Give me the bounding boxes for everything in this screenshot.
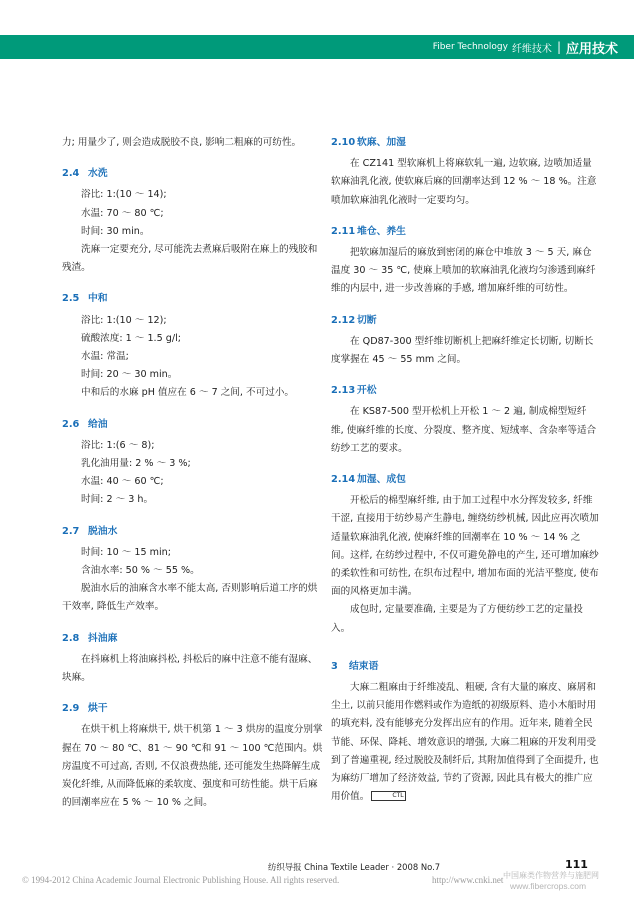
param-line: 水温: 40 ～ 60 ℃; (81, 476, 164, 488)
body-paragraph: 洗麻一定要充分, 尽可能洗去煮麻后吸附在麻上的残胶和残渣。 (62, 244, 318, 274)
body-paragraph: 开松后的棉型麻纤维, 由于加工过程中水分挥发较多, 纤维干涩, 直接用于纺纱易产生静电, 缠绕纺纱机械, 因此应再次喷加适量软麻油乳化液, 使麻纤维的回潮率在 10 % ～ 14 % 之间。这样, 在纺纱过程中, 不仅可避免静电的产生, 还可增加麻纱的柔软性和可纺性, 在织布过程中, 增加布面的光洁平整度, 使布面的风格更加丰满。 (331, 495, 599, 598)
param-line: 水温: 常温; (81, 351, 129, 363)
footer-journal: 纺织导报 China Textile Leader · 2008 No.7 (268, 862, 441, 872)
header-chinese: 纤维技术 (511, 43, 552, 55)
param-line: 浴比: 1:(10 ～ 14); (81, 189, 167, 201)
header-separator: | (556, 40, 561, 54)
continued-paragraph: 力; 用量少了, 则会造成脱胶不良, 影响二粗麻的可纺性。 (62, 137, 302, 148)
body-paragraph: 把软麻加湿后的麻放到密闭的麻仓中堆放 3 ～ 5 天, 麻仓温度 30 ～ 35 ℃, 使麻上喷加的软麻油乳化液均匀渗透到麻纤维的内层中, 进一步改善麻的手感, 增加麻纤维的可纺性。 (331, 247, 596, 295)
body-paragraph: 在烘干机上将麻烘干, 烘干机第 1 ～ 3 烘房的温度分别掌握在 70 ～ 80 ℃、81 ～ 90 ℃和 91 ～ 100 ℃范围内。烘房温度不可过高, 否则, 不仅浪费热能, 还可能发生热降解生成炭化纤维, 从而降低麻的柔软度、强度和可纺性能。烘干后麻的回潮率应在 5 % ～ 10 % 之间。 (62, 724, 323, 809)
copyright-notice: © 1994-2012 China Academic Journal Electronic Publishing House. All rights reserved. (22, 875, 340, 885)
end-mark-stamp: CTL (371, 791, 405, 801)
body-paragraph: 在 CZ141 型软麻机上将麻软轧一遍, 边软麻, 边喷加适量软麻油乳化液, 使软麻后麻的回潮率达到 12 % ～ 18 %。注意喷加软麻油乳化液时一定要均匀。 (331, 158, 597, 206)
right-column (331, 134, 599, 807)
header-english: Fiber Technology (432, 42, 508, 52)
section-heading-2-11: 2.11 堆仓、养生 (331, 225, 406, 237)
param-line: 时间: 2 ～ 3 h。 (81, 494, 154, 506)
param-line: 含油水率: 50 % ～ 55 %。 (81, 565, 200, 577)
section-heading-3: 3 结束语 (331, 660, 379, 672)
body-paragraph: 成包时, 定量要准确, 主要是为了方便纺纱工艺的定量投入。 (331, 604, 583, 634)
header-section: 应用技术 (565, 41, 618, 57)
watermark-url: www.fibercrops.com (510, 881, 587, 891)
section-heading-2-13: 2.13 开松 (331, 385, 377, 397)
param-line: 时间: 20 ～ 30 min。 (81, 369, 178, 381)
watermark-text: 中国麻类作物营养与施肥网 (503, 871, 599, 880)
section-heading-2-4: 2.4 水洗 (62, 168, 108, 180)
section-heading-2-14: 2.14 加湿、成包 (331, 474, 406, 486)
param-line: 水温: 70 ～ 80 ℃; (81, 207, 164, 219)
param-line: 时间: 30 min。 (81, 225, 150, 237)
section-heading-2-7: 2.7 脱油水 (62, 525, 118, 537)
param-line: 浴比: 1:(10 ～ 12); (81, 314, 167, 326)
param-line: 时间: 10 ～ 15 min; (81, 546, 171, 558)
body-paragraph: 在 KS87-500 型开松机上开松 1 ～ 2 遍, 制成棉型短纤维, 使麻纤维的长度、分裂度、整齐度、短绒率、含杂率等适合纺纱工艺的要求。 (331, 406, 597, 454)
body-paragraph: 脱油水后的油麻含水率不能太高, 否则影响后道工序的烘干效率, 降低生产效率。 (62, 583, 318, 613)
running-header (433, 37, 618, 57)
conclusion-paragraph (331, 679, 599, 806)
param-line: 乳化油用量: 2 % ～ 3 %; (81, 458, 191, 470)
section-heading-2-6: 2.6 给油 (62, 418, 108, 430)
conclusion-text: 大麻二粗麻由于纤维凌乱、粗硬, 含有大量的麻皮、麻屑和尘土, 以前只能用作燃料或作为造纸的初级原料、造小木船时用的填充料, 没有能够充分发挥出应有的作用。近年来, 随着全民节能、环保、降耗、增效意识的增强, 大麻二粗麻的开发利用受到了普遍重视, 经过脱胶及制纤后, 其附加值得到了全面提升, 也为麻纺厂增加了经济效益, 节约了资源, 因此具有极大的推广应用价值。 (331, 682, 599, 803)
section-heading-2-10: 2.10 软麻、加湿 (331, 137, 406, 148)
left-column (62, 134, 325, 813)
body-paragraph: 在抖麻机上将油麻抖松, 抖松后的麻中注意不能有湿麻、块麻。 (62, 653, 318, 684)
section-heading-2-5: 2.5 中和 (62, 293, 108, 305)
section-heading-2-9: 2.9 烘干 (62, 703, 108, 715)
body-paragraph: 中和后的水麻 pH 值应在 6 ～ 7 之间, 不可过小。 (81, 387, 295, 399)
section-heading-2-12: 2.12 切断 (331, 314, 377, 326)
param-line: 浴比: 1:(6 ～ 8); (81, 439, 155, 451)
cnki-link[interactable]: http://www.cnki.net (432, 875, 504, 885)
body-paragraph: 在 QD87-300 型纤维切断机上把麻纤维定长切断, 切断长度掌握在 45 ～ 55 mm 之间。 (331, 335, 594, 366)
param-line: 硫酸浓度: 1 ～ 1.5 g/l; (81, 332, 181, 344)
page-footer (0, 855, 634, 897)
page-number: 111 (565, 858, 588, 871)
section-heading-2-8: 2.8 抖油麻 (62, 632, 118, 644)
